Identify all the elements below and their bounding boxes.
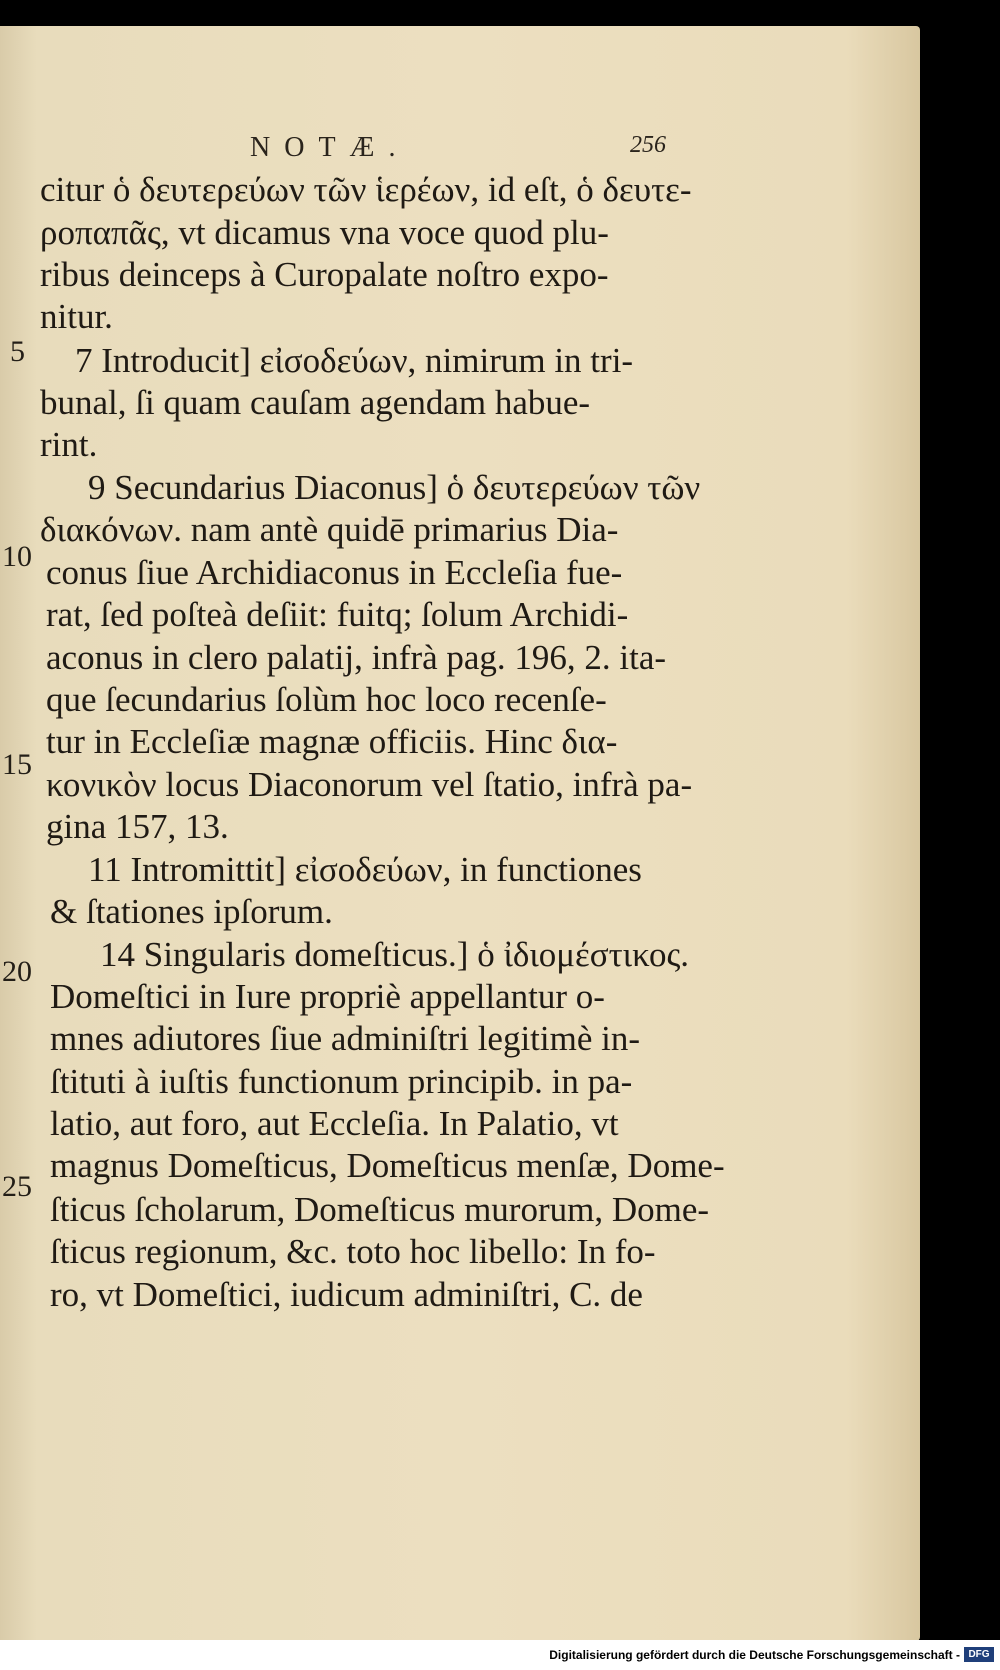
margin-line-number: 10 <box>2 540 32 573</box>
text-line: ſtituti à iuſtis functionum principib. in pa- <box>50 1062 633 1101</box>
margin-line-number: 5 <box>10 335 25 368</box>
text-line: magnus Domeſticus, Domeſticus menſæ, Dome- <box>50 1146 725 1185</box>
text-line: 14 Singularis domeſticus.] ὁ ἰδιομέστικος. <box>100 935 690 974</box>
text-line: 11 Intromittit] εἰσοδεύων, in functiones <box>88 850 642 889</box>
margin-line-number: 20 <box>2 955 32 988</box>
text-line: Domeſtici in Iure propriè appellantur o- <box>50 977 605 1016</box>
text-line: rat, ſed poſteà deſiit: fuitq; ſolum Archidi- <box>46 595 629 634</box>
text-line: nitur. <box>40 297 113 336</box>
text-line: latio, aut foro, aut Eccleſia. In Palatio, vt <box>50 1104 619 1143</box>
text-line: que ſecundarius ſolùm hoc loco recenſe- <box>46 680 607 719</box>
margin-line-number: 25 <box>2 1170 32 1203</box>
text-line: κονικὸν locus Diaconorum vel ſtatio, infrà pa- <box>46 765 693 804</box>
text-line: ribus deinceps à Curopalate noſtro expo- <box>40 255 609 294</box>
margin-line-number: 15 <box>2 748 32 781</box>
text-line: 7 Introducit] εἰσοδεύων, nimirum in tri- <box>75 341 634 380</box>
text-line: conus ſiue Archidiaconus in Eccleſia fue- <box>46 553 623 592</box>
text-line: bunal, ſi quam cauſam agendam habue- <box>40 383 591 422</box>
text-line: citur ὁ δευτερεύων τῶν ἱερέων, id eſt, ὁ δευτε- <box>40 170 692 209</box>
text-line: tur in Eccleſiæ magnæ officiis. Hinc δια- <box>46 722 618 761</box>
footer-bar <box>0 1640 1000 1670</box>
text-line: ſticus ſcholarum, Domeſticus murorum, Dome- <box>50 1190 710 1229</box>
dfg-logo: DFG <box>964 1647 994 1662</box>
text-line: ſticus regionum, &c. toto hoc libello: In fo- <box>50 1232 656 1271</box>
text-line: mnes adiutores ſiue adminiſtri legitimè in- <box>50 1019 641 1058</box>
text-line: aconus in clero palatij, infrà pag. 196, 2. ita- <box>46 638 667 677</box>
text-line: 9 Secundarius Diaconus] ὁ δευτερεύων τῶν <box>88 468 701 507</box>
text-line: ro, vt Domeſtici, iudicum adminiſtri, C. de <box>50 1275 643 1314</box>
text-line: διακόνων. nam antè quidē primarius Dia- <box>40 510 619 549</box>
page-number: 256 <box>630 132 666 158</box>
text-line: rint. <box>40 425 98 464</box>
text-line: ροπαπᾶς, vt dicamus vna voce quod plu- <box>40 213 609 252</box>
text-line: & ſtationes ipſorum. <box>50 892 333 931</box>
text-line: gina 157, 13. <box>46 807 229 846</box>
running-title: NOTÆ. <box>250 132 410 163</box>
funding-credit: Digitalisierung gefördert durch die Deutsche Forschungsgemeinschaft - <box>549 1648 960 1662</box>
